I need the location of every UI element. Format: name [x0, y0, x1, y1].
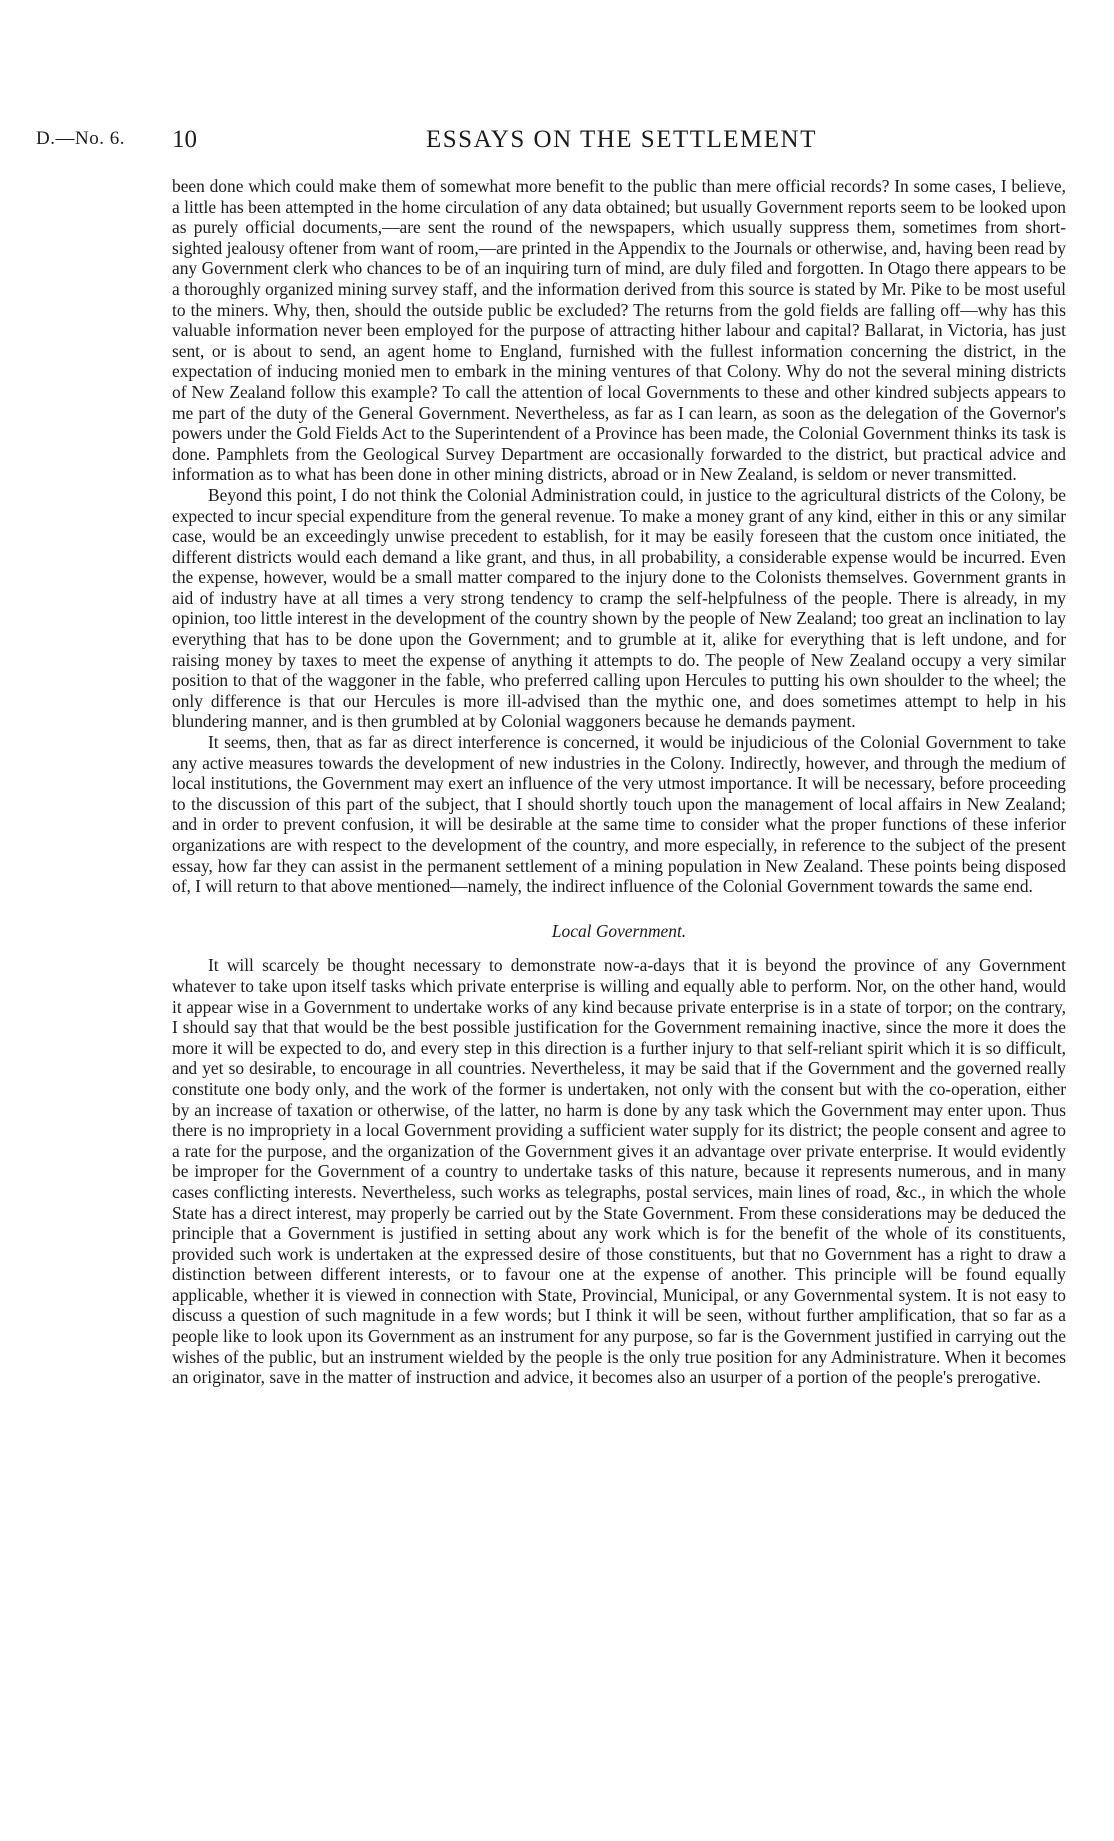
paragraph: It seems, then, that as far as direct interference is concerned, it would be injudicious of the Colonial Government to take any active measures towards the development of new industries in the Colony. Indirectly, however, and through the medium of local institutions, the Government may exert an influence of the very utmost importance. It will be necessary, before proceeding to the discussion of this part of the subject, that I should shortly touch upon the management of local affairs in New Zealand; and in order to prevent confusion, it will be desirable at the same time to consider what the proper functions of these inferior organizations are with respect to the development of the country, and more especially, in reference to the subject of the present essay, how far they can assist in the permanent settlement of a mining population in New Zealand. These points being disposed of, I will return to that above mentioned—namely, the indirect influence of the Colonial Government towards the same end.: [172, 732, 1066, 897]
section-heading: Local Government.: [551, 920, 687, 941]
body-text: [172, 176, 1066, 1388]
running-title: ESSAYS ON THE SETTLEMENT: [426, 126, 817, 153]
paragraph: Beyond this point, I do not think the Colonial Administration could, in justice to the agricultural districts of the Colony, be expected to incur special expenditure from the general revenue. To make a money grant of any kind, either in this or any similar case, would be an exceedingly unwise precedent to establish, for it may be easily foreseen that the custom once initiated, the different districts would each demand a like grant, and thus, in all probability, a considerable expense would be incurred. Even the expense, however, would be a small matter compared to the injury done to the Colonists themselves. Government grants in aid of industry have at all times a very strong tendency to cramp the self-helpfulness of the people. There is already, in my opinion, too little interest in the development of the country shown by the people of New Zealand; too great an inclination to lay everything that has to be done upon the Government; and to grumble at it, alike for everything that is left undone, and for raising money by taxes to meet the expense of anything it attempts to do. The people of New Zealand occupy a very similar position to that of the waggoner in the fable, who preferred calling upon Hercules to putting his own shoulder to the wheel; the only difference is that our Hercules is more ill-advised than the mythic one, and does sometimes attempt to help in his blundering manner, and is then grumbled at by Colonial waggoners because he demands payment.: [172, 484, 1066, 732]
document-reference: D.—No. 6.: [36, 128, 125, 149]
page-header: [36, 124, 1082, 154]
paragraph: It will scarcely be thought necessary to demonstrate now-a-days that it is beyond the province of any Government whatever to take upon itself tasks which private enterprise is willing and equally able to perform. Nor, on the other hand, would it appear wise in a Government to undertake works of any kind because private enterprise is in a state of torpor; on the contrary, I should say that that would be the best possible justification for the Government remaining inactive, since the more it does the more it will be expected to do, and every step in this direction is a further injury to that self-reliant spirit which it is so difficult, and yet so desirable, to encourage in all countries. Nevertheless, it may be said that if the Government and the governed really constitute one body only, and the work of the former is undertaken, not only with the consent but with the co-operation, either by an increase of taxation or otherwise, of the latter, no harm is done by any task which the Government may enter upon. Thus there is no impropriety in a local Government providing a sufficient water supply for its district; the people consent and agree to a rate for the purpose, and the organization of the Government gives it an advantage over private enterprise. It would evidently be improper for the Government of a country to undertake tasks of this nature, because it represents numerous, and in many cases conflicting interests. Nevertheless, such works as telegraphs, postal services, main lines of road, &c., in which the whole State has a direct interest, may properly be carried out by the State Government. From these considerations may be deduced the principle that a Government is justified in setting about any work which is for the benefit of the whole of its constituents, provided such work is undertaken at the expressed desire of those constituents, but that no Government has a right to draw a distinction between different interests, or to favour one at the expense of another. This principle will be found equally applicable, whether it is viewed in connection with State, Provincial, Municipal, or any Governmental system. It is not easy to discuss a question of such magnitude in a few words; but I think it will be seen, without further amplification, that so far as a people like to look upon its Government as an instrument for any purpose, so far is the Government justified in carrying out the wishes of the public, but an instrument wielded by the people is the only true position for any Administrature. When it becomes an originator, save in the matter of instruction and advice, it becomes also an usurper of a portion of the people's prerogative.: [172, 955, 1066, 1388]
page-number: 10: [172, 126, 197, 153]
paragraph-continued: been done which could make them of somewhat more benefit to the public than mere official records? In some cases, I believe, a little has been attempted in the home circulation of any data obtained; but usually Government reports seem to be looked upon as purely official documents,—are sent the round of the newspapers, which usually suppress them, sometimes from short-sighted jealousy oftener from want of room,—are printed in the Appendix to the Journals or otherwise, and, having been read by any Government clerk who chances to be of an inquiring turn of mind, are duly filed and forgotten. In Otago there appears to be a thoroughly organized mining survey staff, and the information derived from this source is stated by Mr. Pike to be most useful to the miners. Why, then, should the outside public be excluded? The returns from the gold fields are falling off—why has this valuable information never been employed for the purpose of attracting hither labour and capital? Ballarat, in Victoria, has just sent, or is about to send, an agent home to England, furnished with the fullest information concerning the district, in the expectation of inducing monied men to embark in the mining ventures of that Colony. Why do not the several mining districts of New Zealand follow this example? To call the attention of local Governments to these and other kindred subjects appears to me part of the duty of the General Government. Nevertheless, as far as I can learn, as soon as the delegation of the Governor's powers under the Gold Fields Act to the Superintendent of a Province has been made, the Colonial Government thinks its task is done. Pamphlets from the Geological Survey Department are occasionally forwarded to the district, but practical advice and information as to what has been done in other mining districts, abroad or in New Zealand, is seldom or never transmitted.: [172, 176, 1066, 485]
